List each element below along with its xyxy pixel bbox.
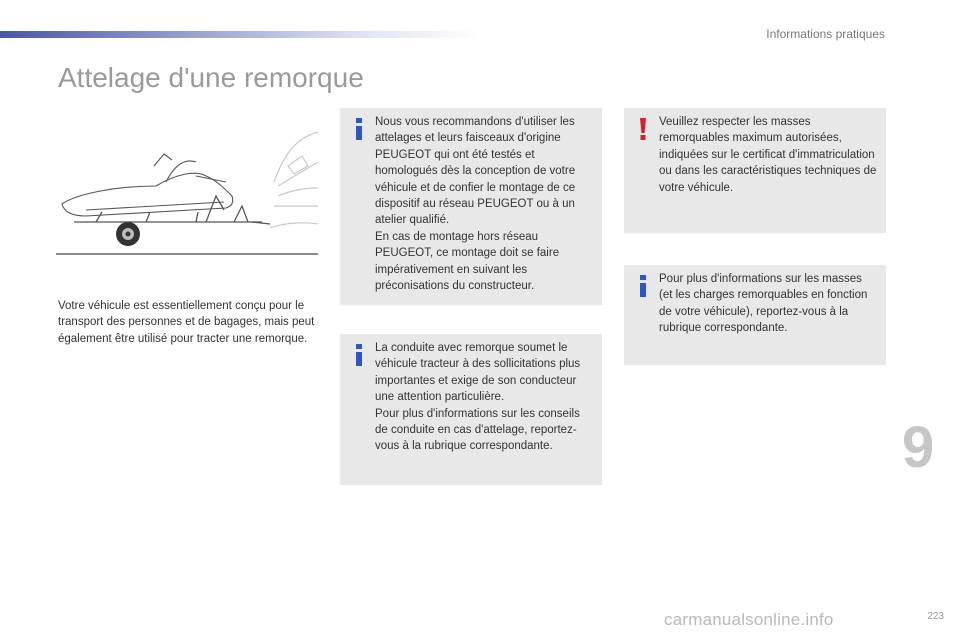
info-box-towable-loads xyxy=(624,265,886,365)
info-box-text: Pour plus d'informations sur les masses (et les charges remorquables en fonction de votre véhicule), reportez-vous à la rubrique correspondante. xyxy=(659,273,868,335)
info-icon xyxy=(352,344,366,366)
trailer-jetski-illustration xyxy=(56,126,320,258)
page-title: Attelage d'une remorque xyxy=(58,62,364,93)
info-box-original-towbar xyxy=(340,108,602,305)
watermark: carmanualsonline.info xyxy=(664,610,834,629)
page-number: 223 xyxy=(927,611,944,622)
warning-exclamation-icon xyxy=(636,118,650,140)
intro-paragraph: Votre véhicule est essentiellement conçu pour le transport des personnes et de bagages, mais peut également être utilisé pour tracter une remorque. xyxy=(58,300,315,345)
info-icon xyxy=(352,118,366,140)
info-box-driving-with-trailer xyxy=(340,334,602,485)
warning-box-text: Veuillez respecter les masses remorquables maximum autorisées, indiquées sur le certificat d'immatriculation ou dans les caractéristiques techniques de votre véhicule. xyxy=(659,116,877,194)
warning-box-max-towable-mass xyxy=(624,108,886,233)
info-icon xyxy=(636,275,650,297)
info-box-text: La conduite avec remorque soumet le véhicule tracteur à des sollicitations plus importantes et exige de son conducteur une attention particulière. Pour plus d'informations sur les conseils de conduite en cas d'attelage, reportez-vous à la rubrique correspondante. xyxy=(375,342,581,453)
header-color-bar xyxy=(0,31,480,38)
section-title: Informations pratiques xyxy=(766,27,885,41)
info-box-text: Nous vous recommandons d'utiliser les attelages et leurs faisceaux d'origine PEUGEOT qui ont été testés et homologués dès la conception de votre véhicule et de confier le montage de ce dispositif au réseau PEUGEOT ou à un atelier qualifié. En cas de montage hors réseau PEUGEOT, ce montage doit se faire impérativement en suivant les préconisations du constructeur. xyxy=(375,116,576,293)
chapter-number: 9 xyxy=(902,415,935,480)
